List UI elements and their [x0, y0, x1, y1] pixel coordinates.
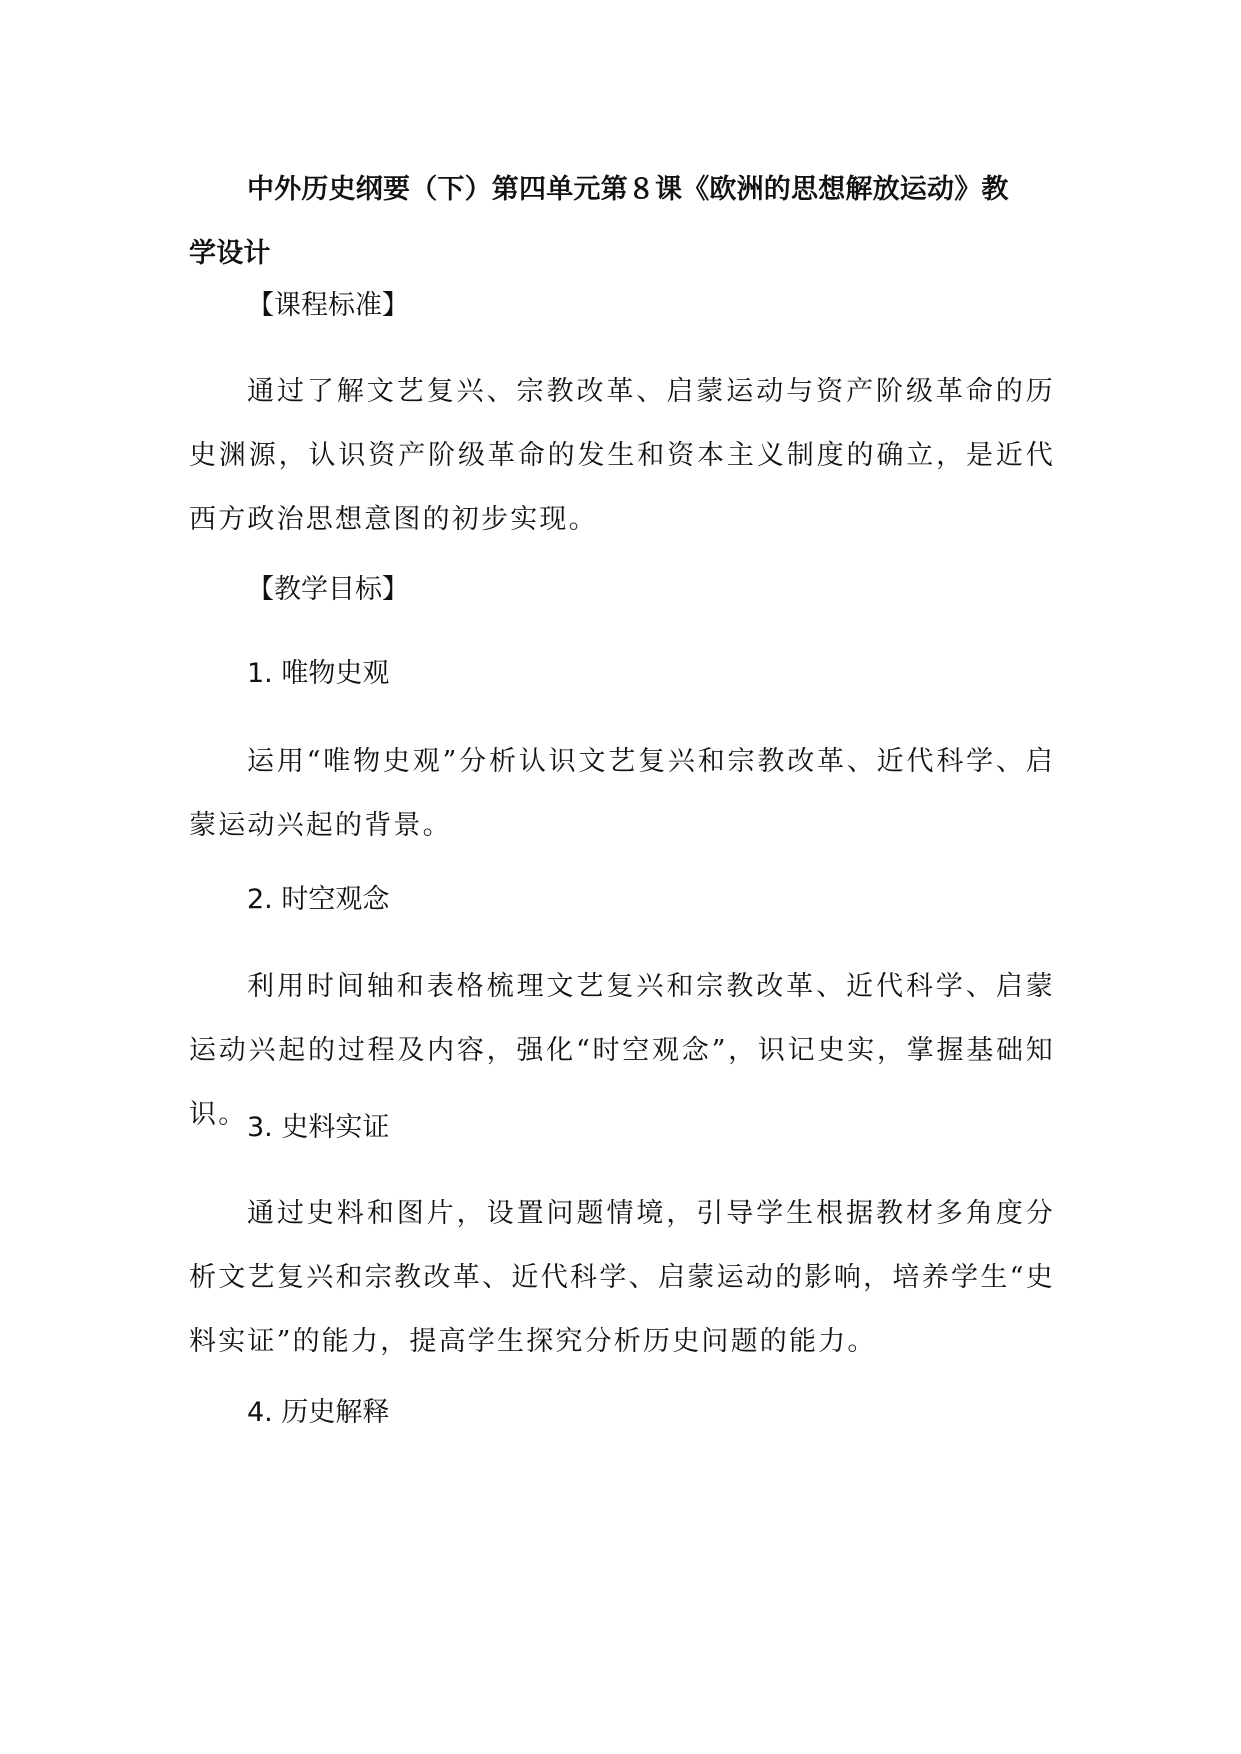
- document-page: [189, 0, 1055, 1754]
- title-line-1: 中外历史纲要（下）第四单元第８课《欧洲的思想解放运动》教: [247, 174, 1009, 205]
- goal-4-heading: 4. 历史解释: [247, 1397, 390, 1428]
- teaching-goals-heading: 【教学目标】: [247, 574, 409, 605]
- goal-1-heading: 1. 唯物史观: [247, 658, 390, 689]
- document-title: [189, 158, 1055, 286]
- course-standard-heading: 【课程标准】: [247, 290, 409, 321]
- course-standard-paragraph: 通过了解文艺复兴、宗教改革、启蒙运动与资产阶级革命的历史渊源，认识资产阶级革命的发生和资本主义制度的确立，是近代西方政治思想意图的初步实现。: [189, 376, 1055, 535]
- goal-3-paragraph: 通过史料和图片，设置问题情境，引导学生根据教材多角度分析文艺复兴和宗教改革、近代科学、启蒙运动的影响，培养学生“史料实证”的能力，提高学生探究分析历史问题的能力。: [189, 1198, 1055, 1357]
- goal-3-heading: 3. 史料实证: [247, 1112, 390, 1143]
- goal-2-heading: 2. 时空观念: [247, 884, 390, 915]
- title-line-2: 学设计: [189, 238, 271, 269]
- goal-2-paragraph: 利用时间轴和表格梳理文艺复兴和宗教改革、近代科学、启蒙运动兴起的过程及内容，强化“时空观念”，识记史实，掌握基础知识。: [189, 971, 1055, 1130]
- goal-1-paragraph: 运用“唯物史观”分析认识文艺复兴和宗教改革、近代科学、启蒙运动兴起的背景。: [189, 746, 1055, 841]
